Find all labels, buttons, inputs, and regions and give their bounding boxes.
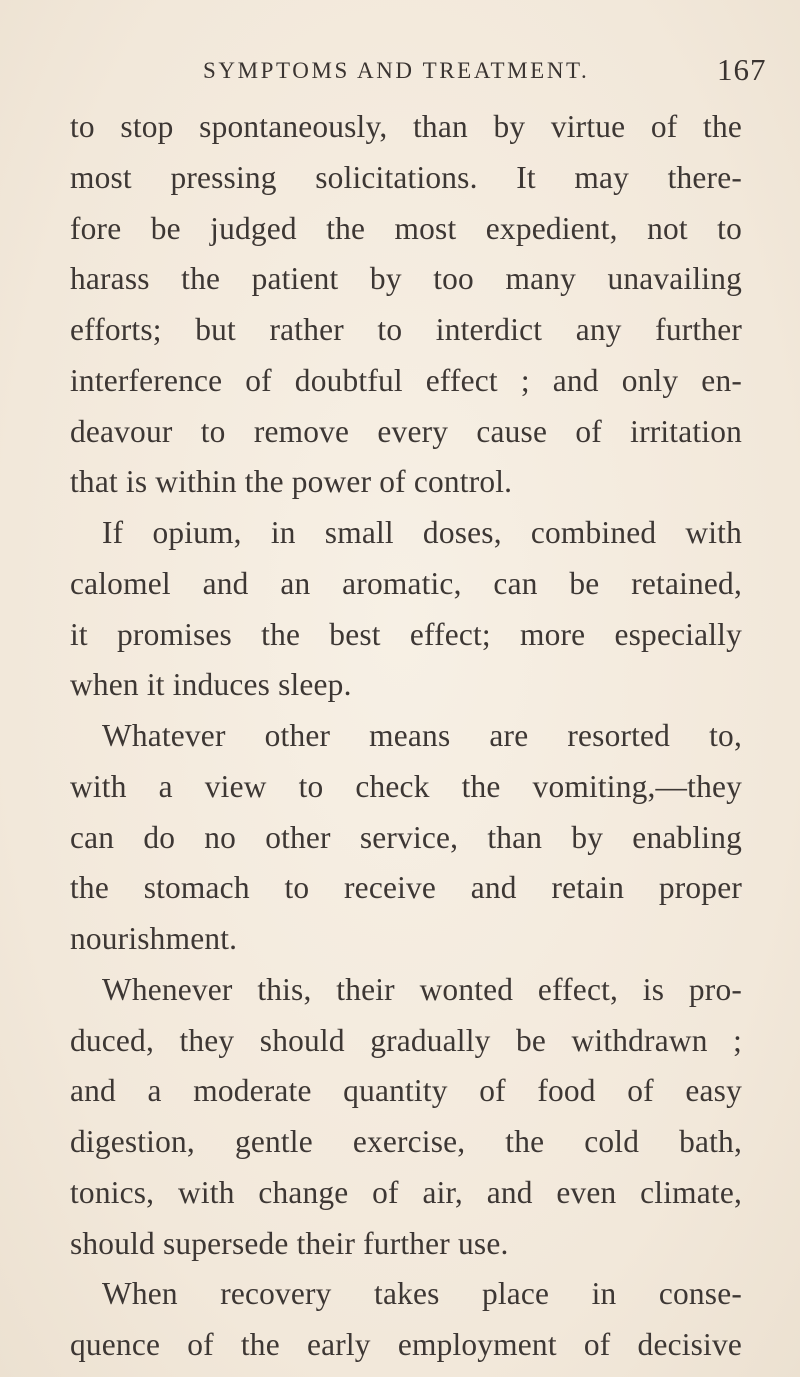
text-line: when it induces sleep.	[70, 667, 352, 703]
text-line: it promises the best effect; more especially	[70, 616, 742, 652]
text-line: interference of doubtful effect ; and only en-	[70, 362, 742, 398]
page-number: 167	[717, 52, 767, 87]
text-line: harass the patient by too many unavailing	[70, 261, 742, 297]
text-line: Whatever other means are resorted to,	[102, 718, 742, 753]
text-line: nourishment.	[70, 921, 238, 956]
text-line: and a moderate quantity of food of easy	[70, 1073, 742, 1109]
text-line: digestion, gentle exercise, the cold bath,	[70, 1124, 742, 1159]
running-head-title: SYMPTOMS AND TREATMENT.	[203, 58, 590, 83]
text-line: that is within the power of control.	[70, 464, 513, 500]
running-head	[0, 52, 800, 88]
text-line: can do no other service, than by enabling	[70, 819, 742, 855]
text-line: If opium, in small doses, combined with	[102, 515, 742, 550]
text-line: calomel and an aromatic, can be retained,	[70, 565, 742, 601]
text-line: fore be judged the most expedient, not to	[70, 210, 742, 246]
text-line: tonics, with change of air, and even climate,	[70, 1174, 742, 1210]
text-line: efforts; but rather to interdict any further	[70, 312, 742, 347]
text-line: the stomach to receive and retain proper	[70, 870, 742, 906]
text-line: deavour to remove every cause of irritation	[70, 413, 742, 449]
text-line: quence of the early employment of decisive	[70, 1327, 742, 1362]
body-text	[70, 102, 742, 1371]
text-line: Whenever this, their wonted effect, is pro-	[102, 971, 742, 1007]
text-line: most pressing solicitations. It may there-	[70, 159, 742, 195]
text-line: duced, they should gradually be withdrawn ;	[70, 1022, 742, 1058]
text-line: to stop spontaneously, than by virtue of the	[70, 109, 742, 144]
text-line: with a view to check the vomiting,—they	[70, 768, 742, 804]
text-line: should supersede their further use.	[70, 1225, 509, 1261]
text-line: When recovery takes place in conse-	[102, 1276, 742, 1312]
